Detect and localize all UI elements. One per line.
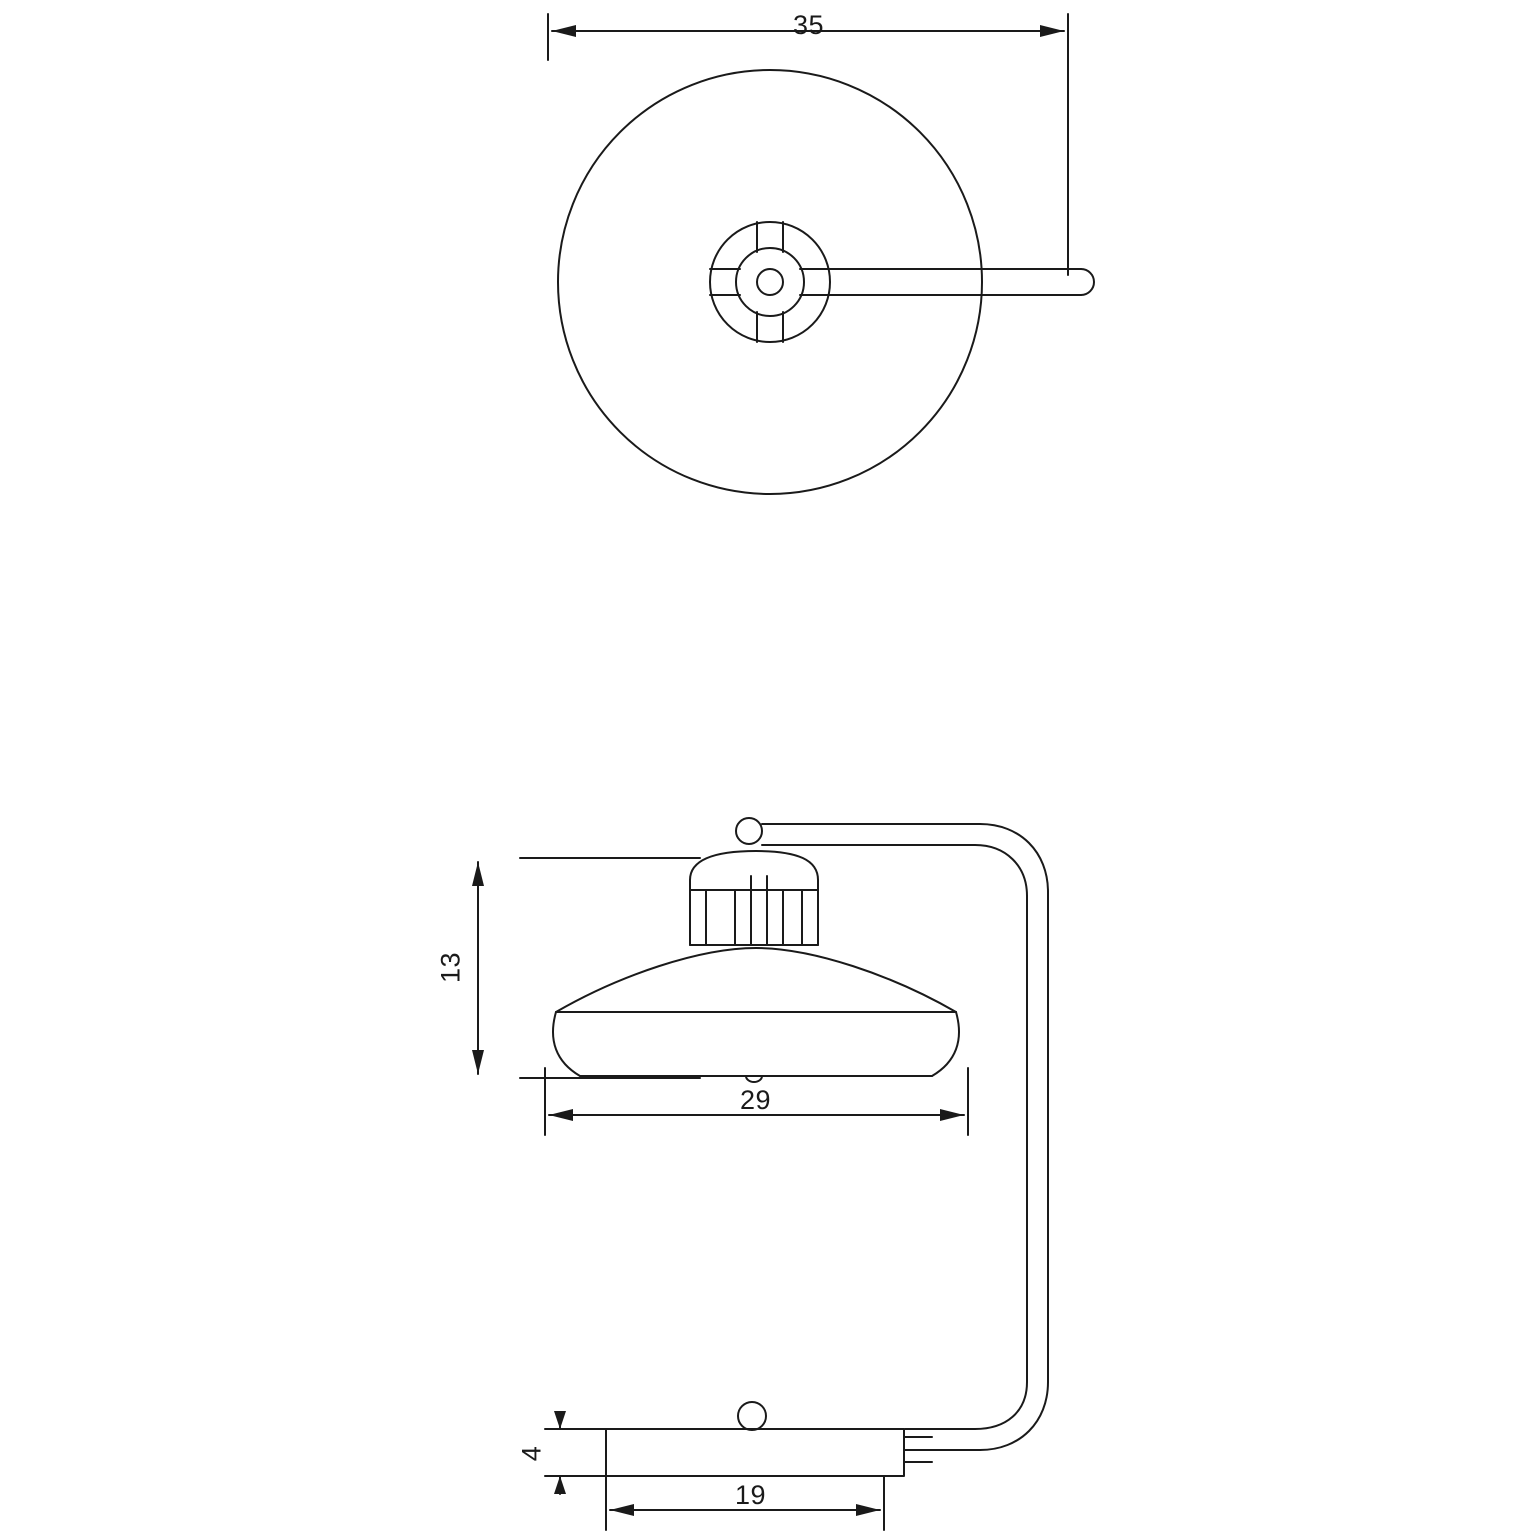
- dim-text-shade-diameter: 35: [793, 10, 825, 40]
- arrow-left-29: [549, 1109, 573, 1121]
- arrow-right-19: [856, 1504, 880, 1516]
- arm-bottom-corner-inner: [975, 1382, 1027, 1429]
- arrow-left-19: [610, 1504, 634, 1516]
- arm-corner-inner: [975, 845, 1027, 896]
- dim-text-shade-height: 13: [435, 951, 466, 984]
- shade-upper-left: [556, 948, 756, 1012]
- arrow-top-13: [472, 862, 484, 886]
- socket-shoulder: [690, 851, 818, 880]
- socket-hub-inner: [757, 269, 783, 295]
- front-view-group: [472, 818, 1048, 1450]
- arm-end-cap: [1081, 269, 1094, 295]
- shade-lower-body: [553, 1012, 959, 1076]
- arrow-bottom-13: [472, 1050, 484, 1074]
- arm-corner-outer: [980, 824, 1048, 892]
- socket-hub-outer: [710, 222, 830, 342]
- finial-ball: [736, 818, 762, 844]
- dim-text-base-height: 4: [516, 1445, 547, 1462]
- base-block: [606, 1429, 904, 1476]
- shade-upper-right: [756, 948, 956, 1012]
- dim-text-base-width: 19: [735, 1480, 767, 1510]
- socket-hub-mid: [736, 248, 804, 316]
- top-view-group: [548, 14, 1094, 494]
- arrow-right-29: [940, 1109, 964, 1121]
- arrow-right-35: [1040, 25, 1064, 37]
- shade-outline-top: [558, 70, 982, 494]
- arrow-top-4: [554, 1411, 566, 1429]
- base-center-pin: [738, 1402, 766, 1430]
- dim-text-shade-width: 29: [740, 1085, 772, 1115]
- arrow-bottom-4: [554, 1476, 566, 1494]
- arrow-left-35: [552, 25, 576, 37]
